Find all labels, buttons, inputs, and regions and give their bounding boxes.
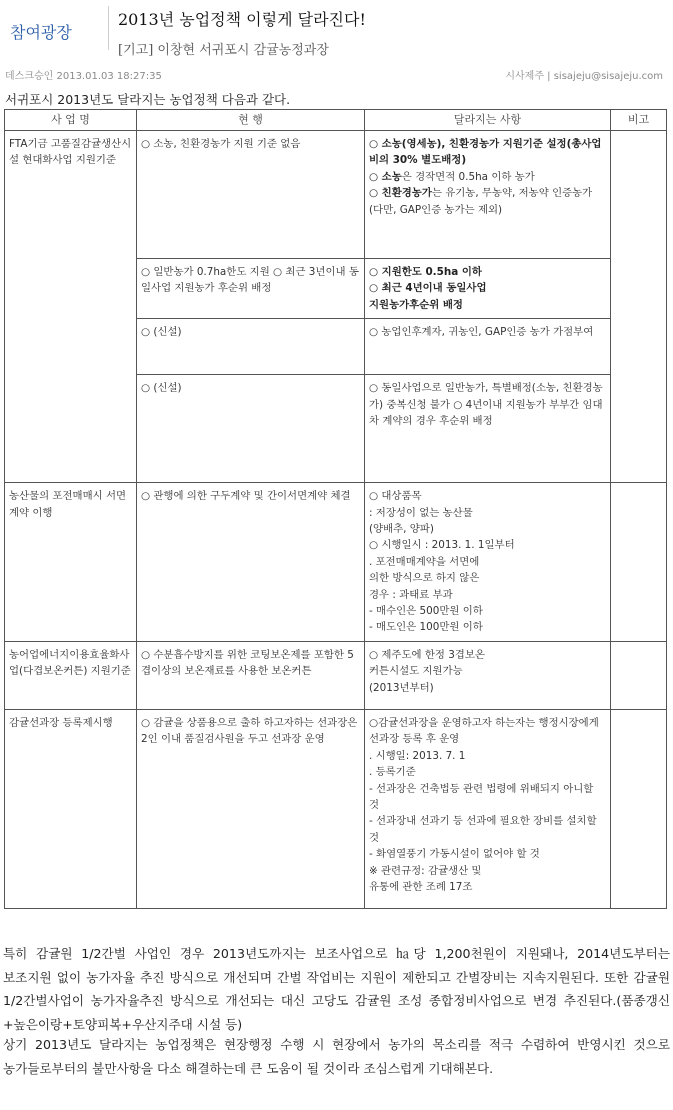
header-current: 현 행 <box>137 110 365 131</box>
program-name: FTA기금 고품질감귤생산시설 현대화사업 지원기준 <box>9 138 132 167</box>
change-text: ○ 최근 4년이내 동일사업 <box>369 282 487 295</box>
change-text: ○ 대상품목 <box>369 490 422 503</box>
table-header-row <box>5 110 667 131</box>
change-line <box>369 185 606 218</box>
program-name-cell <box>5 641 137 709</box>
change-text: . 등록기준 <box>369 766 416 779</box>
current-cell <box>137 259 365 319</box>
current-text: ○ 소농, 친환경농가 지원 기준 없음 <box>141 138 301 150</box>
change-text: ○ 지원한도 0.5ha 이하 <box>369 266 482 278</box>
change-text: - 선과장내 선과기 등 선과에 필요한 장비를 설치할 것 <box>369 815 597 844</box>
header-divider <box>108 6 109 50</box>
intro-text: 서귀포시 2013년도 달라지는 농업정책 다음과 같다. <box>5 92 291 107</box>
change-text: 은 경작면적 0.5ha 이하 농가 <box>401 170 535 183</box>
program-name: 농어업에너지이용효율화사업(다겹보온커튼) 지원기준 <box>9 648 131 678</box>
change-bold: ○ 소농 <box>369 170 402 183</box>
change-text: - 화염열풍기 가동시설이 없어야 할 것 <box>369 848 540 861</box>
change-line <box>369 169 606 185</box>
source-byline[interactable]: 시사제주 | sisajeju@sisajeju.com <box>505 71 663 82</box>
program-name: 감귤선과장 등록제시행 <box>9 716 113 729</box>
change-cell <box>365 319 611 375</box>
header-changes: 달라지는 사항 <box>365 110 611 131</box>
change-text: (2013년부터) <box>369 681 434 694</box>
remarks-cell <box>611 483 667 642</box>
change-cell <box>365 641 611 709</box>
table-row <box>5 131 667 259</box>
current-cell <box>137 709 365 908</box>
current-cell <box>137 131 365 259</box>
article-subtitle: [기고] 이창현 서귀포시 감귤농정과장 <box>118 43 329 58</box>
change-text: - 매도인은 100만원 이하 <box>369 621 483 634</box>
table-row <box>5 709 667 908</box>
change-cell <box>365 131 611 259</box>
current-cell <box>137 483 365 642</box>
body-paragraph: 특히 감귤원 1/2간벌 사업인 경우 2013년도까지는 보조사업으로 ㏊당 1,200천원이 지원돼나, 2014년도부터는 보조지원 없이 농가자율 추진 방식으로 개선되며 간벌 작업비는 지원이 제한되고 간벌장비는 지속지원된다. 또한 감귤원 1/2간벌사업이 농가자율추진 방식으로 개선되는 대신 고당도 감귤원 조성 종합정비사업으로 변경 추진된다.(품종갱신+높은이랑+토양피복+우산지주대 시설 등) <box>3 946 670 1032</box>
current-cell <box>137 319 365 375</box>
change-text: ※ 관련규정: 감귤생산 및 <box>369 864 482 877</box>
table-row <box>5 641 667 709</box>
remarks-cell <box>611 131 667 483</box>
header-remarks: 비고 <box>611 110 667 131</box>
header-program: 사 업 명 <box>5 110 137 131</box>
change-text: 경우 : 과태료 부과 <box>369 588 453 601</box>
change-text: ○ 소농(영세농), 친환경농가 지원기준 설정(총사업비의 30% 별도배정) <box>369 138 602 167</box>
change-text: 선과장 등록 후 운영 <box>369 733 460 746</box>
change-text: ○ 동일사업으로 일반농가, 특별배정(소농, 친환경농가) 중복신청 불가 ○ 4년이내 지원농가 부부간 임대차 계약의 경우 후순위 배정 <box>369 382 603 428</box>
change-text: ○감귤선과장을 운영하고자 하는자는 행정시장에게 <box>369 716 599 729</box>
change-text: . 포전매매계약을 서면에 <box>369 555 480 568</box>
change-text: ○ 농업인후계자, 귀농인, GAP인증 농가 가점부여 <box>369 326 594 339</box>
change-text: : 저장성이 없는 농산물 <box>369 506 473 519</box>
current-cell <box>137 375 365 483</box>
change-text: ○ 시행일시 : 2013. 1. 1일부터 <box>369 539 515 552</box>
change-text: ○ 제주도에 한정 3겹보온 <box>369 648 485 661</box>
change-text: 커튼시설도 지원가능 <box>369 665 463 678</box>
current-text: ○ 관행에 의한 구두계약 및 간이서면계약 체결 <box>141 490 351 503</box>
policy-table <box>4 109 667 909</box>
article-meta <box>0 64 673 84</box>
change-bold: ○ 친환경농가 <box>369 187 432 200</box>
current-text: ○ (신설) <box>141 326 182 339</box>
current-text: ○ 감귤을 상품용으로 출하 하고자하는 선과장은 2인 이내 품질검사원을 두고 선과장 운영 <box>141 716 358 746</box>
change-cell <box>365 375 611 483</box>
remarks-cell <box>611 641 667 709</box>
change-text: 지원농가후순위 배정 <box>369 298 463 311</box>
current-text: ○ 수분흡수방지를 위한 코팅보온제를 포함한 5겹이상의 보온재료를 사용한 보온커튼 <box>141 648 354 678</box>
change-text: 유통에 관한 조례 17조 <box>369 880 473 893</box>
change-text: (양배추, 양파) <box>369 523 434 536</box>
change-cell <box>365 259 611 319</box>
program-name-cell <box>5 709 137 908</box>
current-text: ○ (신설) <box>141 382 182 395</box>
program-name: 농산물의 포전매매시 서면계약 이행 <box>9 490 127 519</box>
change-text: - 매수인은 500만원 이하 <box>369 605 483 618</box>
change-text: 의한 방식으로 하지 않은 <box>369 572 480 585</box>
change-text: 는 유기농, 무농약, 저농약 인증농가 (다만, GAP인증 농가는 제외) <box>369 187 593 216</box>
section-tag[interactable]: 참여광장 <box>10 23 72 42</box>
change-cell <box>365 483 611 642</box>
change-text: - 선과장은 건축법등 관련 법령에 위배되지 아니할 것 <box>369 782 594 811</box>
change-text: . 시행일: 2013. 7. 1 <box>369 749 466 762</box>
remarks-cell <box>611 709 667 908</box>
table-row <box>5 483 667 642</box>
current-text: ○ 일반농가 0.7ha한도 지원 ○ 최근 3년이내 동일사업 지원농가 후순위 배정 <box>141 266 359 295</box>
program-name-cell <box>5 131 137 483</box>
desk-approval: 데스크승인 2013.01.03 18:27:35 <box>5 71 162 82</box>
program-name-cell <box>5 483 137 642</box>
article-title: 2013년 농업정책 이렇게 달라진다! <box>118 10 366 29</box>
current-cell <box>137 641 365 709</box>
body-paragraph: 상기 2013년도 달라지는 농업정책은 현장행정 수행 시 현장에서 농가의 목소리를 적극 수렴하여 반영시킨 것으로 농가들로부터의 불만사항을 다소 해결하는데 큰 도움이 될 것이라 조심스럽게 기대해본다. <box>3 1037 670 1076</box>
article-header <box>0 0 673 62</box>
change-cell <box>365 709 611 908</box>
